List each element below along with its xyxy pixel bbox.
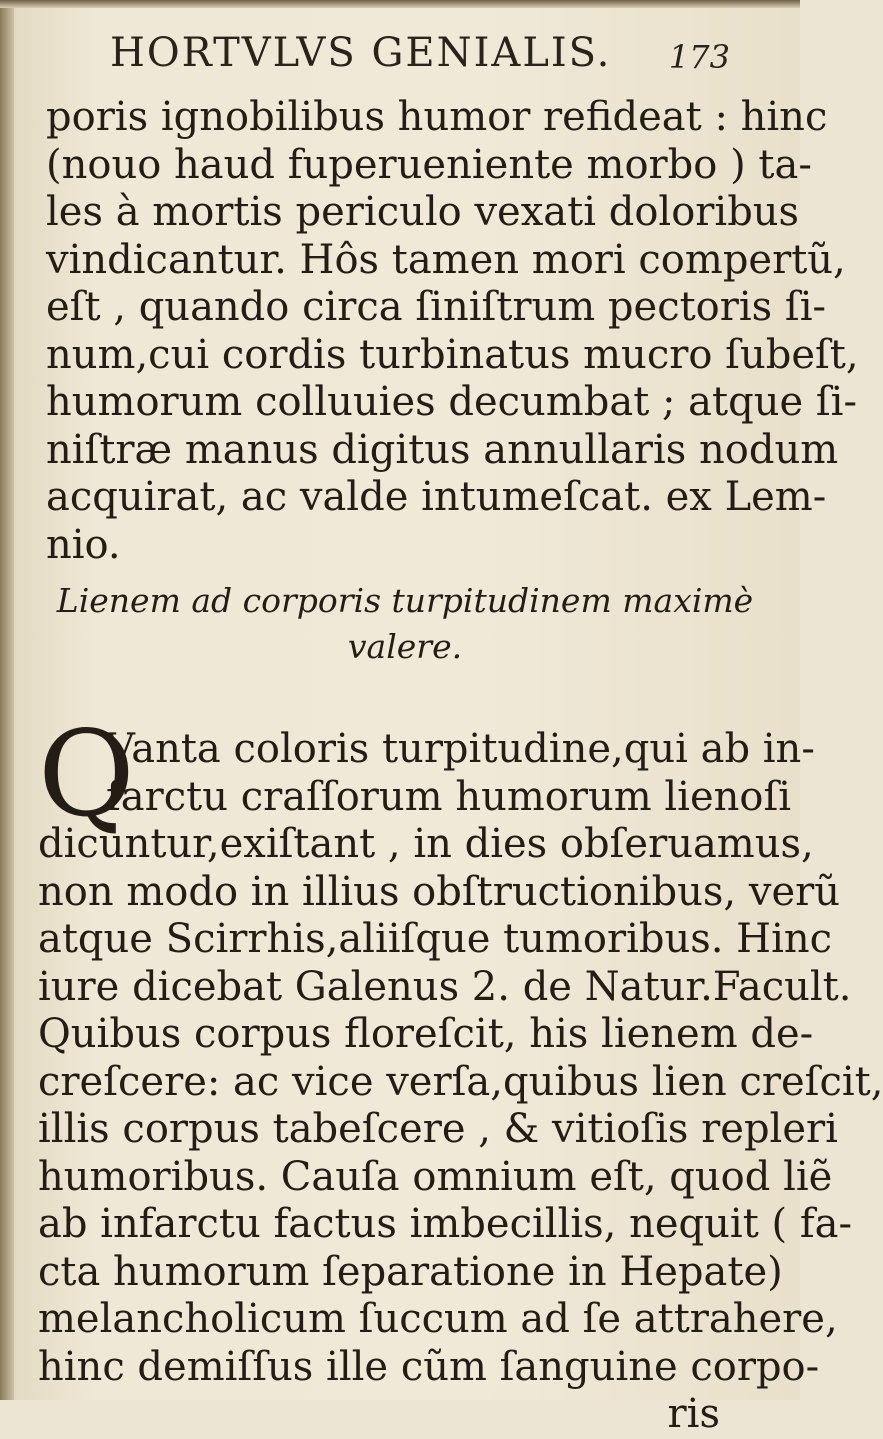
text-line: melancholicum ſuccum ad ſe attrahere, — [38, 1296, 838, 1342]
text-line: iure dicebat Galenus 2. de Natur.Facult. — [38, 963, 852, 1010]
paragraph-2 — [38, 705, 883, 1439]
page-header — [110, 30, 730, 86]
heading-line: Lienem ad corporis turpitudinem maximè — [56, 581, 754, 620]
paragraph-1 — [46, 94, 859, 569]
text-line: hinc demiſſus ille cũm ſanguine corpo- — [38, 1343, 820, 1390]
text-line: humoribus. Cauſa omnium eſt, quod liẽ — [38, 1153, 833, 1200]
text-line: cta humorum ſeparatione in Hepate) — [38, 1248, 783, 1295]
page-top-edge — [0, 0, 800, 8]
page-binding-shadow — [0, 0, 14, 1400]
text-line: atque Scirrhis,aliiſque tumoribus. Hinc — [38, 916, 833, 962]
text-line: Quibus corpus floreſcit, his lienem de- — [38, 1011, 814, 1057]
text-line: ris — [667, 1391, 720, 1437]
text-line: nio. — [46, 521, 121, 568]
text-line: (nouo haud fuperueniente morbo ) ta- — [46, 141, 812, 188]
text-line: creſcere: ac vice verſa,quibus lien creſcit, — [38, 1058, 883, 1105]
page-number: 173 — [668, 38, 730, 76]
text-line: farctu craſſorum humorum lienoſi — [106, 773, 792, 820]
text-line: niſtræ manus digitus annullaris nodum — [46, 426, 839, 473]
text-line: acquirat, ac valde intumeſcat. ex Lem- — [46, 474, 827, 520]
running-title: HORTVLVS GENIALIS. — [110, 30, 612, 76]
text-line: vindicantur. Hôs tamen mori compertũ, — [46, 236, 846, 283]
text-line: poris ignobilibus humor refideat : hinc — [46, 94, 828, 140]
drop-cap: Q — [38, 705, 135, 843]
text-line: non modo in illius obſtructionibus, verũ — [38, 868, 841, 915]
text-line: eſt , quando circa ſiniſtrum pectoris ſi- — [46, 284, 827, 330]
heading-line: valere. — [347, 627, 463, 666]
text-line: num,cui cordis turbinatus mucro ſubeſt, — [46, 331, 859, 378]
text-line: illis corpus tabeſcere , & vitioſis repleri — [38, 1106, 838, 1152]
text-line: ab infarctu factus imbecillis, nequit ( fa- — [38, 1201, 852, 1247]
text-line: Vanta coloris turpitudine,qui ab in- — [106, 726, 815, 772]
text-line: humorum colluuies decumbat ; atque ſi- — [46, 379, 857, 425]
text-line: les à mortis periculo vexati doloribus — [46, 189, 800, 235]
section-heading — [50, 578, 760, 670]
text-line: dicuntur,exiſtant , in dies obſeruamus, — [38, 821, 814, 867]
